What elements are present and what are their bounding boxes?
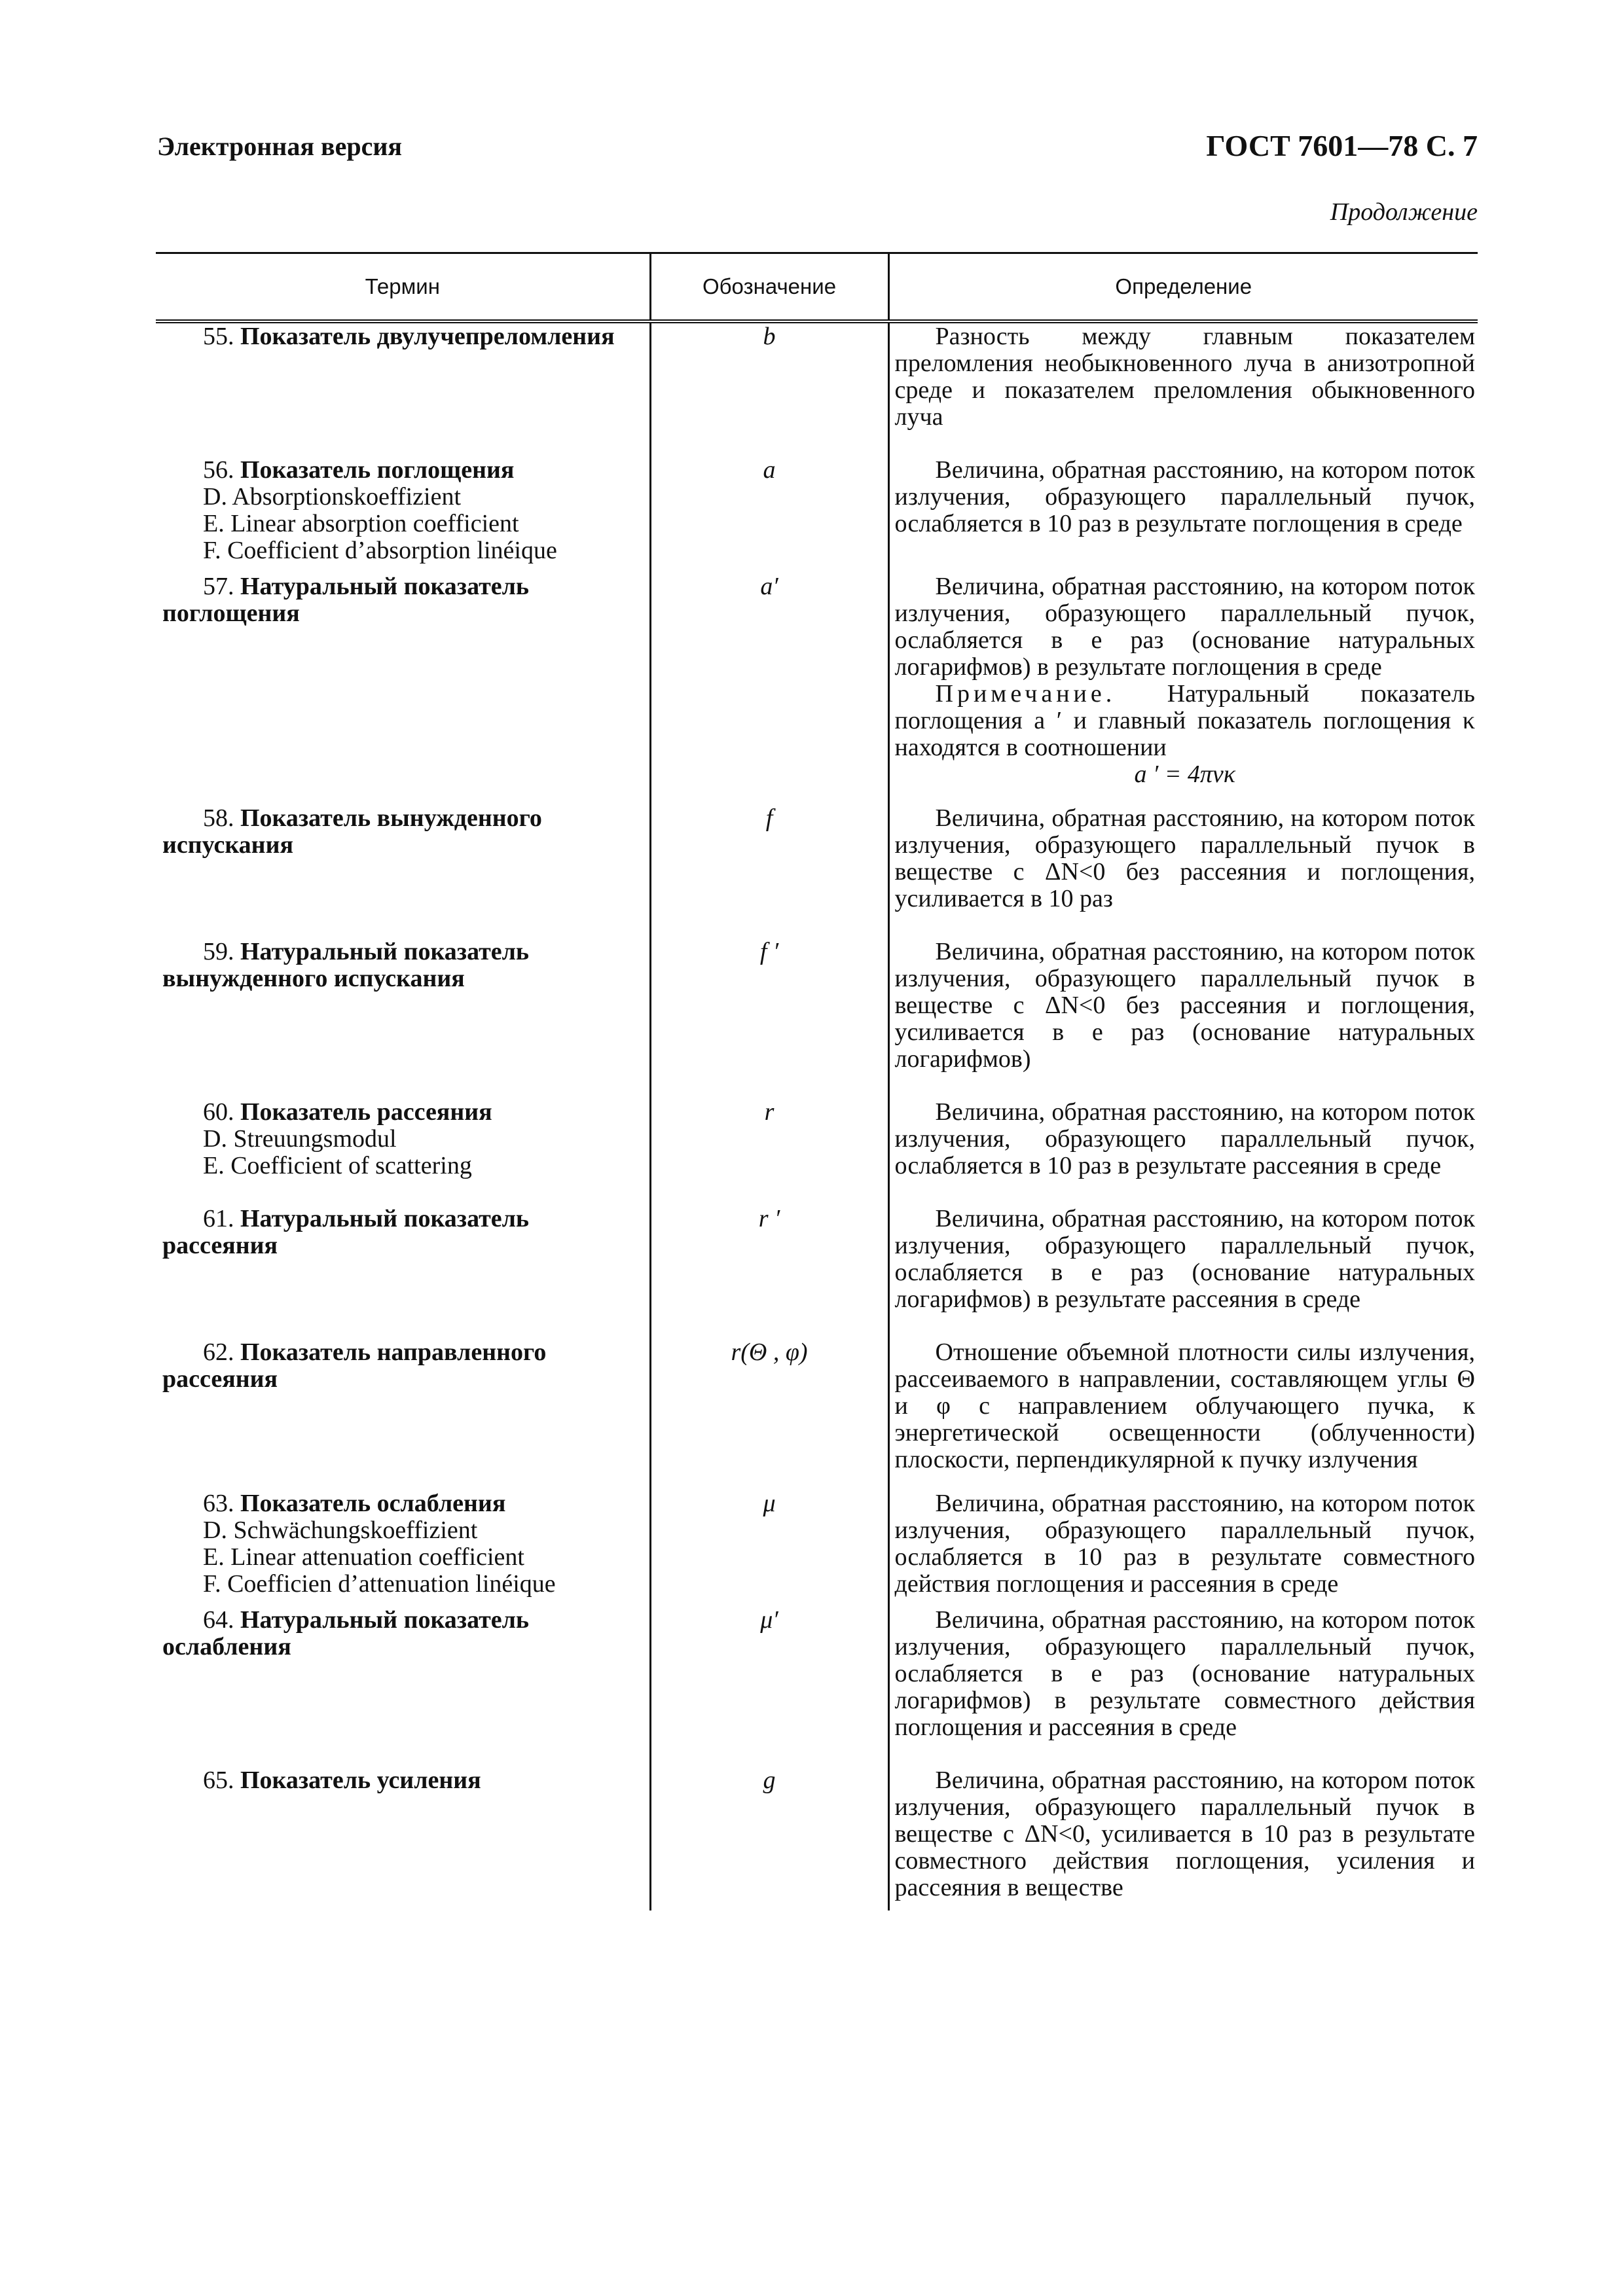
- symbol-cell: r(Θ , φ): [650, 1339, 888, 1473]
- definition-cell: [888, 321, 1478, 431]
- spacer-cell: [650, 1901, 888, 1910]
- definition-cell: [888, 573, 1478, 788]
- spacer-cell: [156, 1741, 650, 1767]
- definition-text: Величина, обратная расстоянию, на котором поток излучения, образующего параллельный пучок, ослабляется в 10 раз в результате рассеяния в среде: [894, 1098, 1475, 1179]
- symbol-cell: f ′: [650, 939, 888, 1073]
- spacer-cell: [888, 1073, 1478, 1099]
- row-spacer: [156, 912, 1478, 939]
- spacer-cell: [156, 788, 650, 805]
- spacer-cell: [888, 564, 1478, 573]
- term-cell: [156, 457, 650, 564]
- spacer-cell: [650, 788, 888, 805]
- term-name: Натуральный показатель ослабления: [162, 1606, 530, 1660]
- term-entry: [162, 1607, 643, 1660]
- definition-text: Величина, обратная расстоянию, на котором поток излучения, образующего параллельный пучок, ослабляется в 10 раз в результате совместного действия поглощения и рассеяния в среде: [894, 1490, 1475, 1598]
- term-entry: [162, 1206, 643, 1259]
- spacer-cell: [650, 1473, 888, 1490]
- term-cell: [156, 1339, 650, 1473]
- row-spacer: [156, 1741, 1478, 1767]
- spacer-cell: [888, 1313, 1478, 1339]
- term-number: 59.: [203, 938, 234, 965]
- definition-cell: [888, 1339, 1478, 1473]
- header-left-label: Электронная версия: [157, 132, 403, 161]
- spacer-cell: [888, 1598, 1478, 1607]
- definition-cell: [888, 1206, 1478, 1313]
- foreign-equivalent: E. Linear absorption coefficient: [203, 510, 519, 537]
- term-name: Показатель двулучепреломления: [240, 323, 615, 350]
- symbol-cell: r: [650, 1099, 888, 1179]
- definition-text: Отношение объемной плотности силы излучения, рассеиваемого в направлении, составляющем углы Θ и φ с направлением облучающего пучка, к энергетической освещенности (облученности) плоскости, перпендикулярной к пучку излучения: [894, 1338, 1475, 1473]
- spacer-cell: [650, 912, 888, 939]
- definition-cell: [888, 939, 1478, 1073]
- term-number: 58.: [203, 804, 234, 832]
- spacer-cell: [650, 564, 888, 573]
- spacer-cell: [888, 431, 1478, 457]
- term-cell: [156, 573, 650, 788]
- term-cell: [156, 1767, 650, 1901]
- term-cell: [156, 1490, 650, 1598]
- row-spacer: [156, 788, 1478, 805]
- definition-text: Величина, обратная расстоянию, на котором поток излучения, образующего параллельный пучок, ослабляется в e раз (основание натуральных логарифмов) в результате совместного действия поглощения и рассеяния в среде: [894, 1606, 1475, 1741]
- term-name: Показатель поглощения: [240, 456, 515, 484]
- table-row: [156, 805, 1478, 912]
- term-cell: [156, 1607, 650, 1741]
- term-cell: [156, 1099, 650, 1179]
- table-row: [156, 1339, 1478, 1473]
- term-entry: [162, 939, 643, 992]
- spacer-cell: [156, 1313, 650, 1339]
- term-name: Показатель усиления: [240, 1767, 481, 1794]
- foreign-equivalent: E. Coefficient of scattering: [203, 1152, 472, 1179]
- spacer-cell: [650, 1741, 888, 1767]
- foreign-equivalent: E. Linear attenuation coefficient: [203, 1543, 524, 1571]
- term-cell: [156, 1206, 650, 1313]
- definition-text: Величина, обратная расстоянию, на котором поток излучения, образующего параллельный пучок в веществе с ΔN<0, усиливается в 10 раз в результате совместного действия поглощения, усиления и рассеяния в веществе: [894, 1767, 1475, 1901]
- continuation-label: Продолжение: [1330, 198, 1478, 226]
- spacer-cell: [650, 431, 888, 457]
- term-name: Натуральный показатель поглощения: [162, 573, 530, 627]
- term-entry: [162, 1099, 643, 1126]
- document-standard-id: ГОСТ 7601—78 С. 7: [1206, 129, 1478, 162]
- term-entry: [162, 1490, 643, 1517]
- definition-text: Величина, обратная расстоянию, на котором поток излучения, образующего параллельный пучок в веществе с ΔN<0 без рассеяния и поглощения, усиливается в e раз (основание натуральных логарифмов): [894, 938, 1475, 1073]
- spacer-cell: [156, 1598, 650, 1607]
- term-name: Показатель вынужденного испускания: [162, 804, 542, 859]
- spacer-cell: [888, 1473, 1478, 1490]
- spacer-cell: [650, 1598, 888, 1607]
- spacer-cell: [888, 912, 1478, 939]
- term-number: 65.: [203, 1767, 234, 1794]
- spacer-cell: [156, 1901, 650, 1910]
- definition-text: Величина, обратная расстоянию, на котором поток излучения, образующего параллельный пучок, ослабляется в 10 раз в результате поглощения в среде: [894, 456, 1475, 537]
- row-spacer: [156, 564, 1478, 573]
- column-header-symbol: Обозначение: [650, 253, 888, 322]
- term-entry: [162, 1767, 643, 1794]
- term-entry: [162, 457, 643, 484]
- definition-cell: [888, 1607, 1478, 1741]
- note: [895, 681, 1476, 761]
- row-spacer: [156, 1901, 1478, 1910]
- term-name: Натуральный показатель рассеяния: [162, 1205, 530, 1259]
- note-text: Натуральный показатель поглощения a ′ и главный показатель поглощения κ находятся в соотношении: [894, 680, 1476, 761]
- column-header-term: Термин: [365, 274, 440, 298]
- term-cell: [156, 321, 650, 431]
- spacer-cell: [650, 1313, 888, 1339]
- foreign-equivalent: D. Streuungsmodul: [203, 1125, 397, 1153]
- row-spacer: [156, 1473, 1478, 1490]
- table-row: [156, 573, 1478, 788]
- terms-table: [156, 252, 1478, 1910]
- row-spacer: [156, 1179, 1478, 1206]
- spacer-cell: [156, 431, 650, 457]
- term-cell: [156, 805, 650, 912]
- spacer-cell: [888, 1741, 1478, 1767]
- symbol-cell: μ′: [650, 1607, 888, 1741]
- term-name: Показатель рассеяния: [240, 1098, 492, 1126]
- table-row: [156, 1099, 1478, 1179]
- term-number: 64.: [203, 1606, 234, 1634]
- definition-cell: [888, 805, 1478, 912]
- spacer-cell: [156, 912, 650, 939]
- table-row: [156, 1206, 1478, 1313]
- symbol-cell: μ: [650, 1490, 888, 1598]
- term-number: 62.: [203, 1338, 234, 1366]
- definition-text: Разность между главным показателем преломления необыкновенного луча в анизотропной среде и показателем преломления обыкновенного луча: [894, 323, 1475, 431]
- spacer-cell: [156, 564, 650, 573]
- definition-text: Величина, обратная расстоянию, на котором поток излучения, образующего параллельный пучок в веществе с ΔN<0 без рассеяния и поглощения, усиливается в 10 раз: [894, 804, 1475, 912]
- definition-cell: [888, 457, 1478, 564]
- symbol-cell: g: [650, 1767, 888, 1901]
- definition-cell: [888, 1767, 1478, 1901]
- definition-text: Величина, обратная расстоянию, на котором поток излучения, образующего параллельный пучок, ослабляется в e раз (основание натуральных логарифмов) в результате поглощения в среде: [894, 573, 1475, 681]
- term-name: Натуральный показатель вынужденного испускания: [162, 938, 530, 992]
- term-number: 60.: [203, 1098, 234, 1126]
- term-number: 55.: [203, 323, 234, 350]
- definition-text: Величина, обратная расстоянию, на котором поток излучения, образующего параллельный пучок, ослабляется в e раз (основание натуральных логарифмов) в результате рассеяния в среде: [894, 1205, 1475, 1313]
- spacer-cell: [650, 1179, 888, 1206]
- row-spacer: [156, 431, 1478, 457]
- note-label: Примечание.: [935, 680, 1116, 708]
- table-row: [156, 1767, 1478, 1901]
- row-spacer: [156, 1313, 1478, 1339]
- formula: a ′ = 4πνκ: [1134, 761, 1236, 788]
- symbol-cell: f: [650, 805, 888, 912]
- term-number: 56.: [203, 456, 234, 484]
- term-number: 61.: [203, 1205, 234, 1232]
- term-entry: [162, 323, 643, 350]
- spacer-cell: [888, 788, 1478, 805]
- term-number: 57.: [203, 573, 234, 600]
- spacer-cell: [888, 1901, 1478, 1910]
- spacer-cell: [156, 1073, 650, 1099]
- term-name: Показатель ослабления: [240, 1490, 506, 1517]
- row-spacer: [156, 1598, 1478, 1607]
- symbol-cell: a′: [650, 573, 888, 788]
- table-row: [156, 1607, 1478, 1741]
- term-entry: [162, 573, 643, 627]
- definition-cell: [888, 1490, 1478, 1598]
- foreign-equivalent: F. Coefficient d’absorption linéique: [203, 537, 557, 564]
- term-entry: [162, 1339, 643, 1393]
- column-header-definition: Определение: [888, 253, 1478, 322]
- table-header: [156, 253, 1478, 322]
- table-row: [156, 321, 1478, 431]
- foreign-equivalent: F. Coefficien d’attenuation linéique: [203, 1570, 556, 1598]
- row-spacer: [156, 1073, 1478, 1099]
- term-number: 63.: [203, 1490, 234, 1517]
- term-cell: [156, 939, 650, 1073]
- definition-cell: [888, 1099, 1478, 1179]
- spacer-cell: [156, 1473, 650, 1490]
- spacer-cell: [650, 1073, 888, 1099]
- table-body: [156, 321, 1478, 1910]
- symbol-cell: b: [650, 321, 888, 431]
- term-name: Показатель направленного рассеяния: [162, 1338, 547, 1393]
- foreign-equivalent: D. Schwächungskoeffizient: [203, 1516, 478, 1544]
- table-row: [156, 1490, 1478, 1598]
- table-row: [156, 939, 1478, 1073]
- table-row: [156, 457, 1478, 564]
- term-entry: [162, 805, 643, 859]
- foreign-equivalent: D. Absorptionskoeffizient: [203, 483, 462, 511]
- spacer-cell: [156, 1179, 650, 1206]
- symbol-cell: r ′: [650, 1206, 888, 1313]
- spacer-cell: [888, 1179, 1478, 1206]
- symbol-cell: a: [650, 457, 888, 564]
